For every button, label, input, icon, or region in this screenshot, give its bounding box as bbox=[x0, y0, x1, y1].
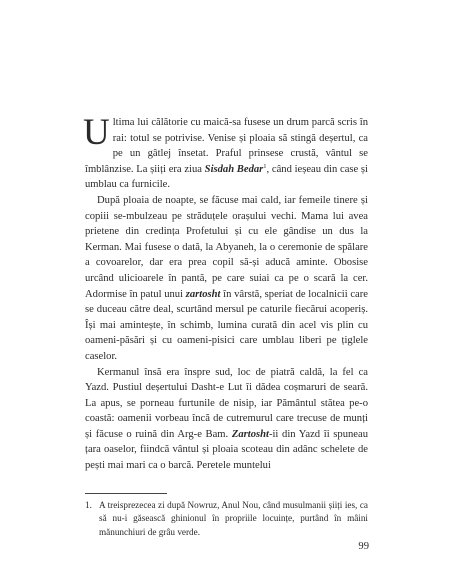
paragraph-1-text-b: , când ieșeau din case și umblau ca furnicile. bbox=[85, 163, 368, 191]
footnote-reference: 1 bbox=[263, 162, 267, 170]
paragraph-2-text-b: în vârstă, speriat de localnicii care se duceau către deal, scurtând mersul pe caturile fiecărui acoperiș. Își mai amintește, în schimb, lumina curată din acel vis plin cu oameni-păsări și cu oameni-pisici care umblau liberi pe țiglele caselor. bbox=[85, 288, 368, 362]
footnote-text: A treisprezecea zi după Nowruz, Anul Nou, când musulmanii șiiți ies, ca să nu-i găsească ghinionul în propriile locuințe, purtând în mâini mănunchiuri de grâu verde. bbox=[99, 500, 368, 537]
zartosht-term-capitalized: Zartosht bbox=[231, 428, 269, 440]
paragraph-3-text-a: Kermanul însă era înspre sud, loc de piatră caldă, la fel ca Yazd. Pustiul deșertului Dasht-e Lut îi dădea coșmaruri de seară. La apus, se porneau furtunile de nisip, iar Pământul stătea pe-o coastă: oamenii vorbeau încă de cutremurul care trecuse de munți și făcuse o ruină din Arg-e Bam. bbox=[85, 366, 368, 440]
page-number: 99 bbox=[358, 541, 369, 552]
holiday-name: Sisdah Bedar bbox=[204, 163, 264, 175]
paragraph-3 bbox=[85, 365, 368, 474]
footnote-separator bbox=[85, 493, 167, 494]
drop-cap: U bbox=[83, 112, 110, 153]
paragraph-2 bbox=[85, 193, 368, 365]
footnote bbox=[85, 499, 368, 539]
paragraph-1-text-a: ltima lui călătorie cu maică-sa fusese un drum parcă scris în rai: totul se potrivise. Venise și ploaia să stingă deșertul, ca pe un gâtlej însetat. Praful prinsese crustă, vântul se îmblânzise. La șiiți era ziua bbox=[85, 117, 368, 175]
paragraph-3-text-b: -ii din Yazd îi spuneau țara oaselor, fiindcă vântul și ploaia scoteau din adânc schelete de pești mai mari ca o barcă. Peretele muntelui bbox=[85, 428, 368, 472]
body-text bbox=[83, 112, 368, 474]
footnote-number: 1. bbox=[85, 500, 92, 510]
paragraph-2-text-a: După ploaia de noapte, se făcuse mai cald, iar femeile tinere și copiii se-mbulzeau pe străduțele orașului vechi. Mama lui avea prietene din credința Profetului și cu ele gândise un dus la Kerman. Mai fusese o dată, la Abyaneh, la o ceremonie de spălare a covoarelor, dar era prea copil să-și aducă aminte. Obosise urcând ulicioarele în pantă, pe care suiai ca pe o scară la cer. Adormise în patul unui bbox=[85, 194, 368, 300]
paragraph-1 bbox=[83, 112, 368, 193]
zartosht-term: zartosht bbox=[185, 288, 221, 300]
